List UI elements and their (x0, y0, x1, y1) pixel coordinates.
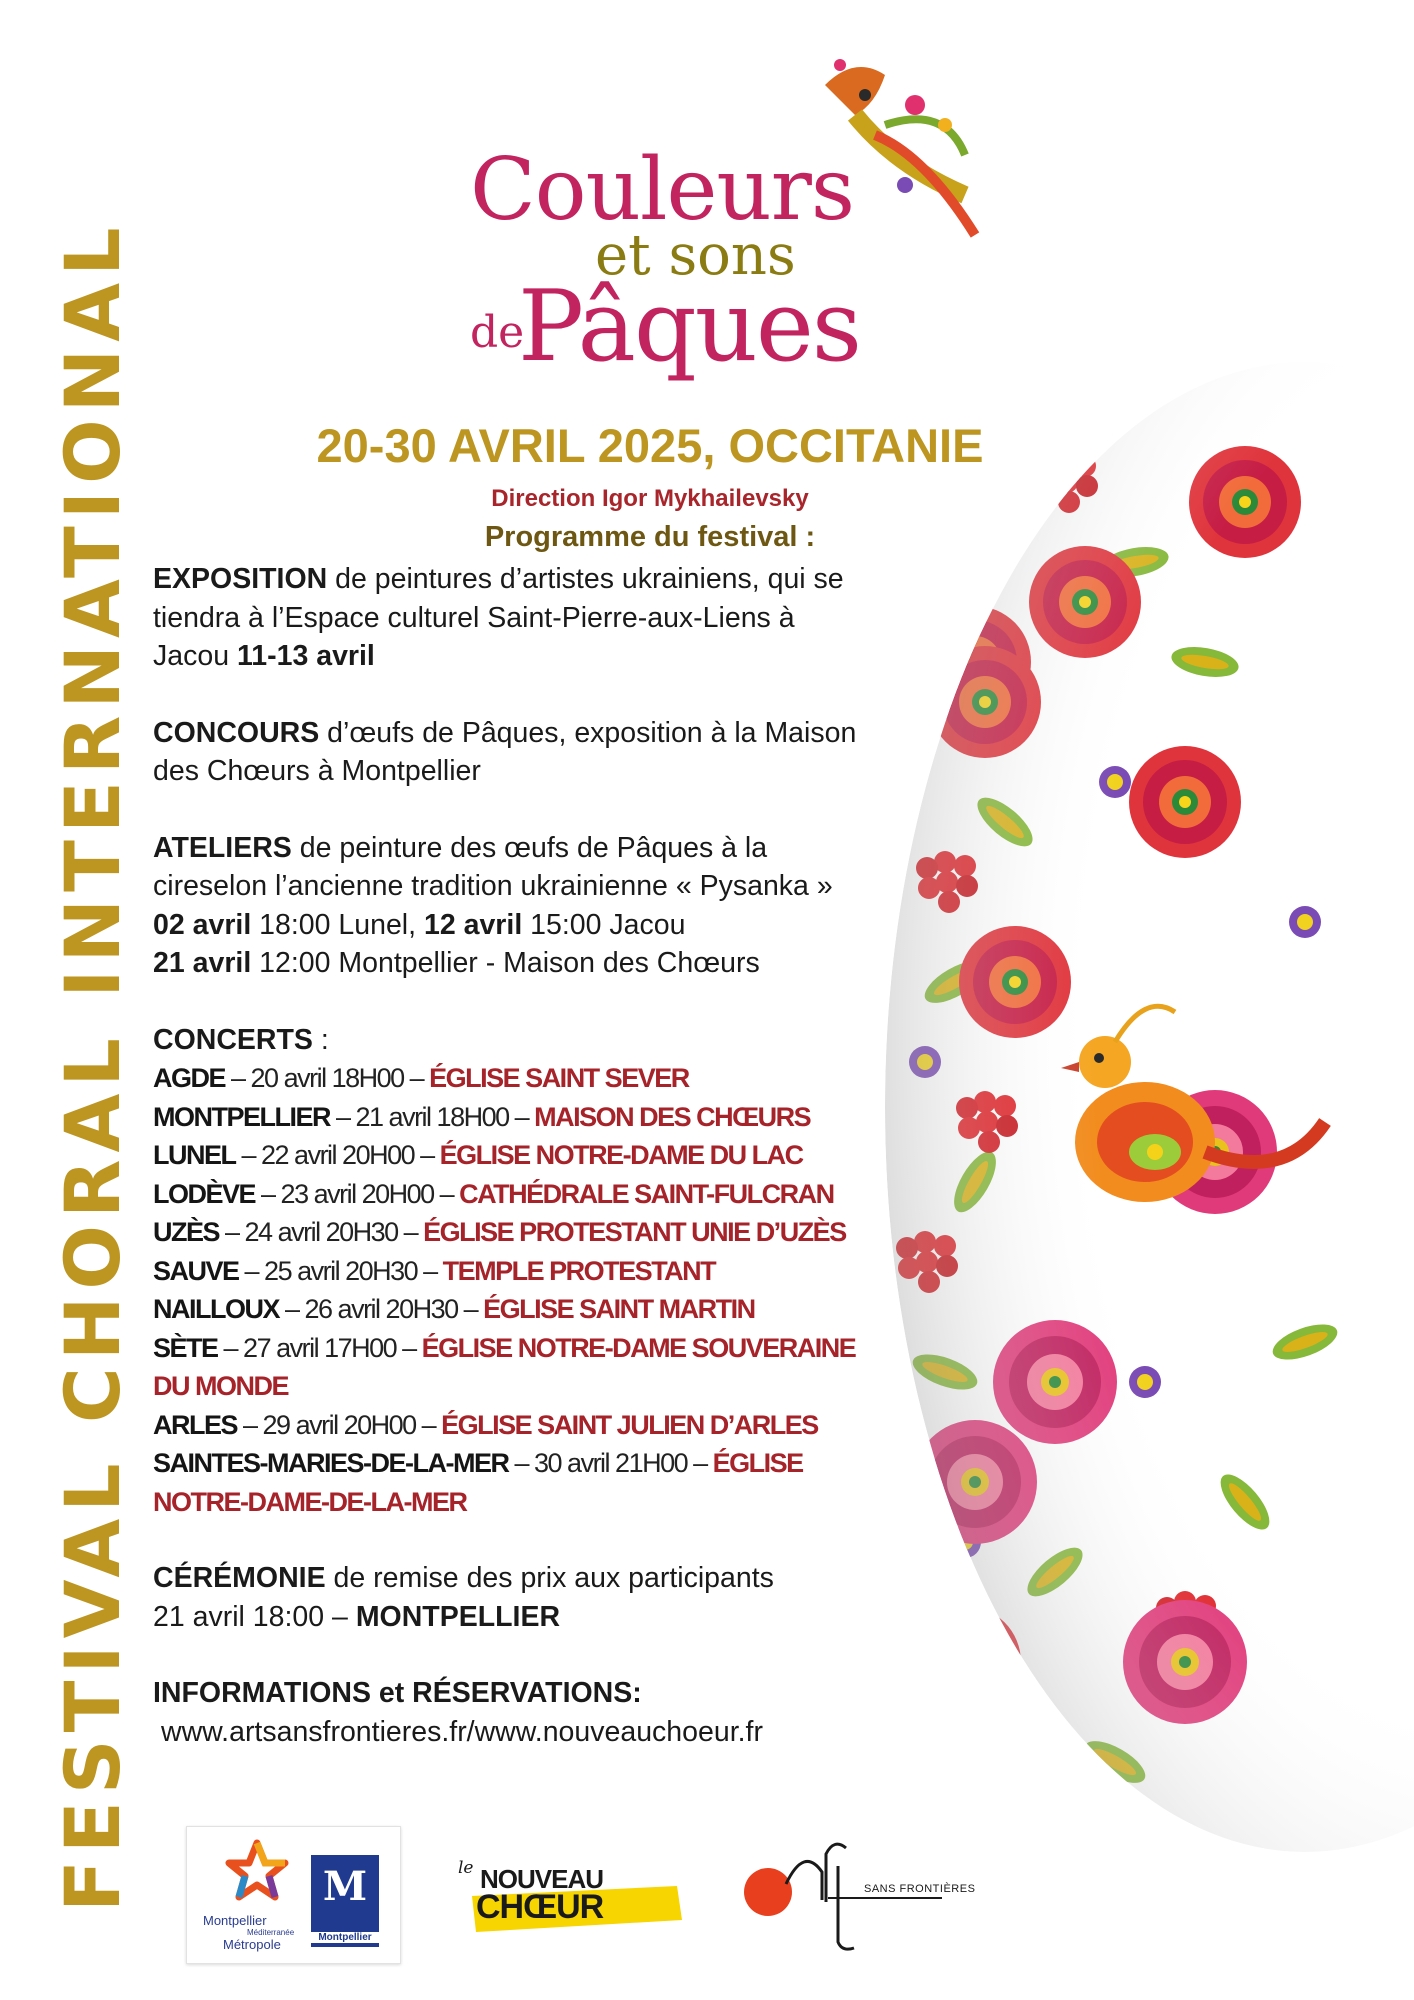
ateliers-schedule-line1 (153, 906, 873, 945)
montpellier-m-letter: M (322, 1863, 368, 1910)
concert-list (153, 1059, 873, 1521)
metropole-line1: Montpellier (203, 1913, 267, 1928)
ateliers-label: ATELIERS (153, 831, 292, 864)
concert-item (153, 1406, 873, 1445)
art-sans-frontieres-logo (742, 1832, 976, 1952)
exposition-label: EXPOSITION (153, 563, 328, 595)
concert-item (153, 1059, 873, 1098)
concert-item (153, 1098, 873, 1137)
concert-venue: CATHÉDRALE SAINT-FULCRAN (459, 1178, 834, 1209)
concert-when: – 21 avril 18H00 – (330, 1101, 535, 1132)
metropole-line2: Méditerranée (247, 1928, 295, 1937)
nc-le: le (458, 1858, 474, 1878)
montpellier-partner-logo (186, 1826, 401, 1964)
ateliers-time-2: 15:00 Jacou (522, 908, 686, 941)
logo-title-line2: et sons (595, 223, 796, 288)
exposition-paragraph (153, 560, 873, 676)
nouveau-choeur-logo (458, 1858, 688, 1940)
concert-city: UZÈS (153, 1217, 220, 1247)
concours-label: CONCOURS (153, 716, 320, 749)
metropole-line3: Métropole (223, 1937, 281, 1952)
concert-when: – 25 avril 20H30 – (238, 1255, 443, 1286)
concert-item (153, 1290, 873, 1329)
exposition-dates: 11-13 avril (236, 640, 375, 672)
concert-item (153, 1175, 873, 1214)
concert-city: AGDE (153, 1063, 226, 1093)
concours-text: d’œufs de Pâques, exposition à la Maison des Chœurs à Montpellier (153, 716, 857, 787)
ateliers-schedule-line2 (153, 944, 873, 983)
concert-venue: ÉGLISE PROTESTANT UNIE D’UZÈS (423, 1217, 846, 1247)
programme-title: Programme du festival : (484, 521, 816, 553)
concert-item (153, 1213, 873, 1252)
concert-venue: ÉGLISE SAINT SEVER (429, 1063, 689, 1093)
ceremonie-label: CÉRÉMONIE (153, 1562, 326, 1594)
concert-when: – 22 avril 20H00 – (235, 1140, 440, 1170)
ceremonie-schedule (153, 1598, 873, 1637)
concert-item (153, 1136, 873, 1175)
ateliers-paragraph (153, 829, 873, 906)
concert-venue: ÉGLISE SAINT JULIEN D’ARLES (441, 1409, 818, 1440)
concert-when: – 20 avril 18H00 – (225, 1063, 430, 1093)
info-website-link[interactable]: www.artsansfrontieres.fr/www.nouveauchoeur.fr (161, 1715, 763, 1748)
concert-when: – 24 avril 20H30 – (219, 1217, 424, 1247)
ateliers-date-1: 02 avril (153, 908, 252, 941)
ateliers-date-2: 12 avril (423, 908, 523, 941)
nc-nouveau: NOUVEAU (480, 1864, 604, 1894)
concert-city: SÈTE (153, 1332, 218, 1363)
concerts-label: CONCERTS (153, 1023, 313, 1056)
festival-logo (450, 45, 1010, 425)
festival-dates: 20-30 AVRIL 2025, OCCITANIE (316, 419, 984, 472)
concert-item (153, 1329, 873, 1406)
concert-venue: ÉGLISE SAINT MARTIN (483, 1294, 755, 1324)
concert-city: LODÈVE (153, 1178, 256, 1209)
ateliers-time-1: 18:00 Lunel, (251, 908, 424, 941)
concert-when: – 27 avril 17H00 – (217, 1332, 422, 1363)
logo-title-de: de (470, 307, 525, 358)
exposition-text: de peintures d’artistes ukrainiens, qui se tiendra à l’Espace culturel Saint-Pierre-aux-Liens à Jacou (153, 563, 844, 672)
ateliers-date-3: 21 avril (153, 947, 252, 979)
concert-when: – 29 avril 20H00 – (237, 1409, 442, 1440)
concert-venue: ÉGLISE NOTRE-DAME-DE-LA-MER (153, 1448, 803, 1517)
ceremonie-paragraph (153, 1559, 873, 1598)
ateliers-time-3: 12:00 Montpellier - Maison des Chœurs (251, 947, 760, 979)
direction-credit: Direction Igor Mykhailevsky (491, 485, 809, 512)
nc-choeur: CHŒUR (476, 1888, 604, 1926)
concert-city: MONTPELLIER (153, 1101, 330, 1132)
asf-text: SANS FRONTIÈRES (864, 1883, 976, 1895)
info-title: INFORMATIONS et RÉSERVATIONS: (153, 1677, 642, 1709)
logo-title-line1: Couleurs (470, 140, 854, 240)
concert-venue: TEMPLE PROTESTANT (442, 1255, 716, 1286)
concert-city: SAUVE (153, 1255, 239, 1286)
side-title: FESTIVAL CHORAL INTERNATIONAL (48, 220, 137, 1912)
concert-venue: ÉGLISE NOTRE-DAME SOUVERAINE DU MONDE (153, 1332, 856, 1401)
concert-when: – 30 avril 21H00 – (508, 1448, 713, 1478)
concert-city: ARLES (153, 1409, 238, 1440)
concert-when: – 23 avril 20H00 – (255, 1178, 460, 1209)
concert-when: – 26 avril 20H30 – (279, 1294, 484, 1324)
concert-item (153, 1444, 873, 1521)
logo-title-line3: Pâques (518, 270, 861, 384)
concert-item (153, 1252, 873, 1291)
concert-city: SAINTES-MARIES-DE-LA-MER (153, 1448, 509, 1478)
ceremonie-place: MONTPELLIER (355, 1600, 561, 1633)
concerts-heading (153, 1021, 873, 1060)
decorative-egg-illustration (885, 362, 1414, 1852)
concert-city: NAILLOUX (153, 1294, 279, 1324)
star-logo-icon (225, 1839, 289, 1903)
concours-paragraph (153, 714, 873, 791)
montpellier-badge-name: Montpellier (311, 1932, 379, 1943)
montpellier-m-badge (311, 1855, 379, 1947)
concerts-colon: : (312, 1023, 329, 1056)
ceremonie-text: de remise des prix aux participants (325, 1562, 774, 1594)
ateliers-text: de peinture des œufs de Pâques à la cireselon l’ancienne tradition ukrainienne « Pysanka » (153, 831, 833, 902)
programme-content (153, 560, 873, 1751)
concert-venue: MAISON DES CHŒURS (534, 1101, 811, 1132)
ceremonie-when: 21 avril 18:00 – (153, 1600, 356, 1633)
concert-venue: ÉGLISE NOTRE-DAME DU LAC (439, 1140, 803, 1170)
concert-city: LUNEL (153, 1140, 236, 1170)
